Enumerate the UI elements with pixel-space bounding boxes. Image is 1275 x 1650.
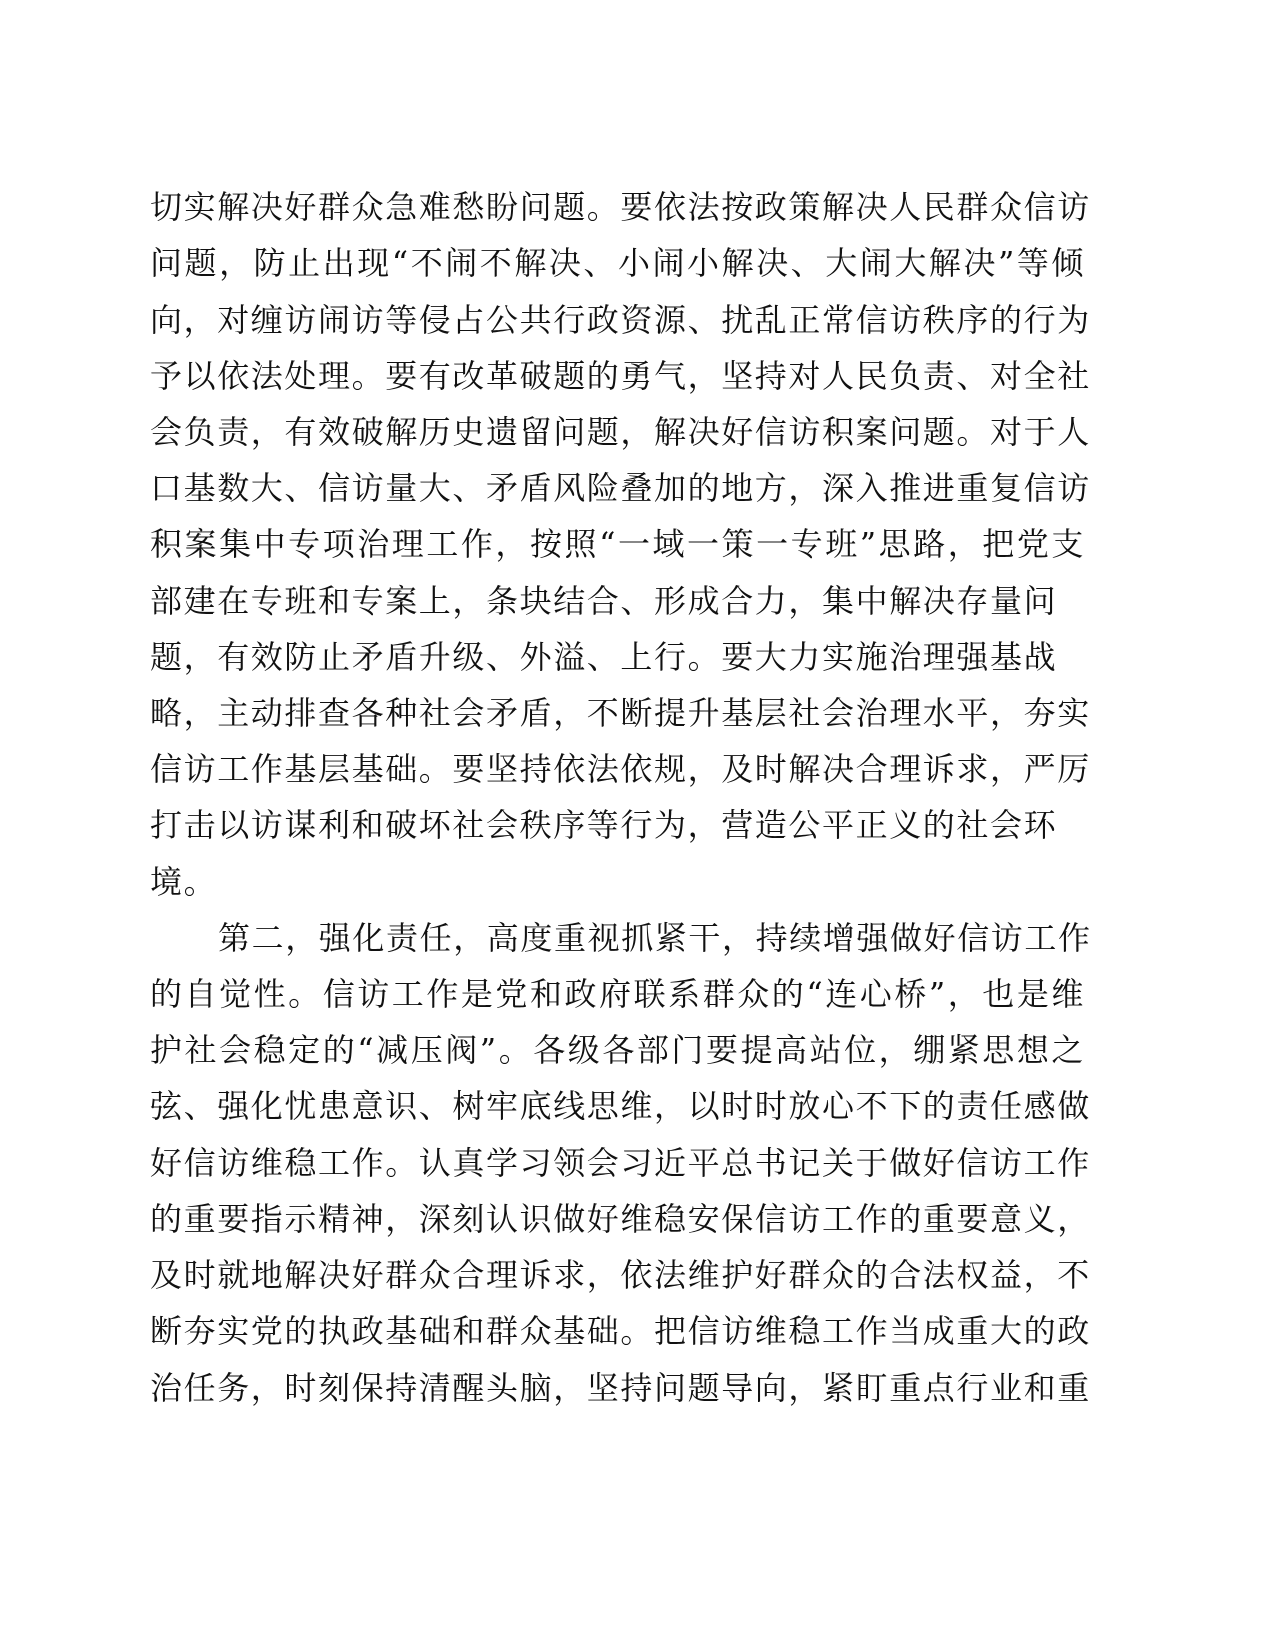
text-line: 切实解决好群众急难愁盼问题。要依法按政策解决人民群众信访: [150, 188, 1091, 226]
text-line: 向，对缠访闹访等侵占公共行政资源、扰乱正常信访秩序的行为: [150, 301, 1091, 339]
text-line: 境。: [150, 863, 218, 901]
text-line: 会负责，有效破解历史遗留问题，解决好信访积案问题。对于人: [150, 413, 1091, 451]
text-line: 部建在专班和专案上，条块结合、形成合力，集中解决存量问: [150, 582, 1058, 620]
text-line: 护社会稳定的“减压阀”。各级各部门要提高站位，绷紧思想之: [150, 1031, 1085, 1069]
text-line: 治任务，时刻保持清醒头脑，坚持问题导向，紧盯重点行业和重: [150, 1369, 1091, 1407]
text-line: 题，有效防止矛盾升级、外溢、上行。要大力实施治理强基战: [150, 638, 1058, 676]
text-line: 弦、强化忧患意识、树牢底线思维，以时时放心不下的责任感做: [150, 1087, 1091, 1125]
text-line: 打击以访谋利和破坏社会秩序等行为，营造公平正义的社会环: [150, 806, 1058, 844]
text-line: 予以依法处理。要有改革破题的勇气，坚持对人民负责、对全社: [150, 357, 1091, 395]
text-line: 的自觉性。信访工作是党和政府联系群众的“连心桥”，也是维: [150, 975, 1085, 1013]
text-line: 信访工作基层基础。要坚持依法依规，及时解决合理诉求，严厉: [150, 750, 1091, 788]
text-line: 积案集中专项治理工作，按照“一域一策一专班”思路，把党支: [150, 525, 1085, 563]
text-line: 的重要指示精神，深刻认识做好维稳安保信访工作的重要意义，: [150, 1200, 1091, 1238]
paragraph-start-line: 第二，强化责任，高度重视抓紧干，持续增强做好信访工作: [218, 919, 1092, 957]
text-line: 好信访维稳工作。认真学习领会习近平总书记关于做好信访工作: [150, 1144, 1091, 1182]
text-line: 问题，防止出现“不闹不解决、小闹小解决、大闹大解决”等倾: [150, 244, 1085, 282]
text-line: 断夯实党的执政基础和群众基础。把信访维稳工作当成重大的政: [150, 1312, 1091, 1350]
text-line: 及时就地解决好群众合理诉求，依法维护好群众的合法权益，不: [150, 1256, 1091, 1294]
text-line: 略，主动排查各种社会矛盾，不断提升基层社会治理水平，夯实: [150, 694, 1091, 732]
text-line: 口基数大、信访量大、矛盾风险叠加的地方，深入推进重复信访: [150, 469, 1091, 507]
